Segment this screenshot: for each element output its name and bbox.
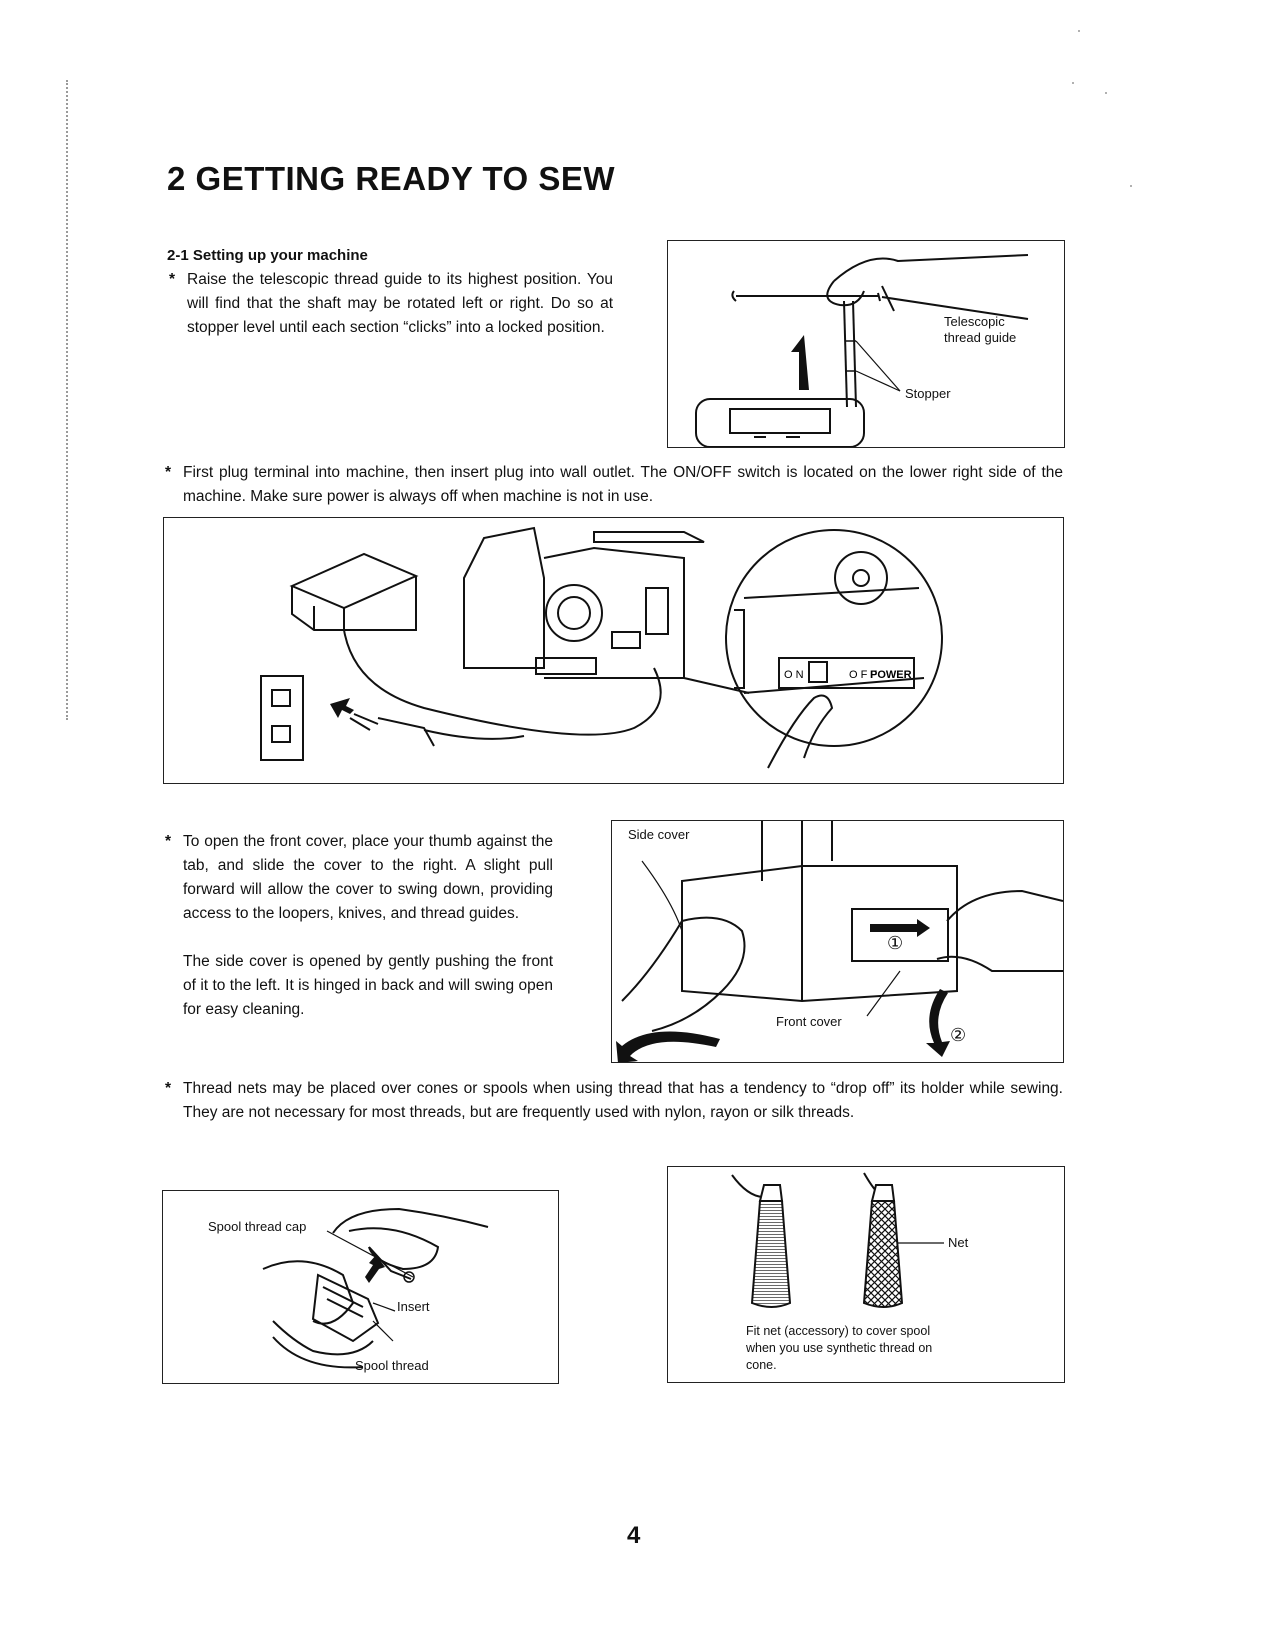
figure-thread-net (667, 1166, 1065, 1383)
step-2-marker: ② (950, 1025, 967, 1045)
paragraph-power (165, 461, 1063, 509)
scan-margin-line (66, 80, 69, 720)
step-1-marker: ① (887, 933, 904, 953)
scan-speck (1105, 92, 1107, 94)
bullet-star: * (165, 464, 172, 481)
swing-down-arrow-icon (926, 989, 950, 1057)
paragraph-thread-nets-text: Thread nets may be placed over cones or spools when using thread that has a tendency to “drop off” its holder while sewing. They are not necessary for most threads, but are frequently used with nylon, rayon or silk threads. (183, 1080, 1063, 1121)
paragraph-side-cover (183, 950, 553, 1022)
label-stopper: Stopper (905, 386, 951, 401)
figure-telescopic-thread-guide (667, 240, 1065, 448)
chapter-title: 2 GETTING READY TO SEW (167, 160, 616, 197)
bullet-star: * (165, 833, 172, 850)
scan-speck (1078, 30, 1080, 32)
bullet-star: * (165, 1080, 172, 1097)
paragraph-front-cover (165, 830, 553, 926)
figure-spool-cap (162, 1190, 559, 1384)
insert-arrow-icon (365, 1255, 385, 1283)
paragraph-side-cover-text: The side cover is opened by gently pushing the front of it to the left. It is hinged in back and will swing open for easy cleaning. (183, 953, 553, 1018)
scan-speck (1130, 185, 1132, 187)
paragraph-thread-nets (165, 1077, 1063, 1125)
swing-left-arrow-icon (616, 1031, 720, 1062)
label-spool-thread-cap: Spool thread cap (208, 1219, 307, 1234)
paragraph-front-cover-text: To open the front cover, place your thumb against the tab, and slide the cover to the right. A slight pull forward will allow the cover to swing down, providing access to the loopers, knives, and thread guides. (183, 833, 553, 922)
label-net: Net (948, 1235, 969, 1250)
up-arrow-icon (791, 335, 809, 390)
figure-power-connection (163, 517, 1064, 784)
label-side-cover: Side cover (628, 827, 690, 842)
net-caption-line-2: when you use synthetic thread on (746, 1341, 933, 1355)
switch-power-text: POWER (870, 669, 912, 681)
power-connection-illustration (164, 518, 1063, 783)
figure-covers (611, 820, 1064, 1063)
scan-speck (1072, 82, 1074, 84)
net-caption-line-1: Fit net (accessory) to cover spool (746, 1324, 931, 1338)
net-caption-line-3: cone. (746, 1358, 777, 1372)
section-title: 2-1 Setting up your machine (167, 247, 368, 264)
paragraph-telescopic-text: Raise the telescopic thread guide to its highest position. You will find that the shaft may be rotated left or right. Do so at stopper level until each section “clicks” into a locked position. (187, 271, 613, 336)
label-insert: Insert (397, 1299, 430, 1314)
paragraph-telescopic (169, 268, 613, 340)
label-front-cover: Front cover (776, 1014, 842, 1029)
label-telescopic: Telescopic (944, 314, 1005, 329)
bullet-star: * (169, 271, 176, 288)
switch-on-text: O N (784, 669, 804, 681)
paragraph-power-text: First plug terminal into machine, then insert plug into wall outlet. The ON/OFF switch is located on the lower right side of the machine. Make sure power is always off when machine is not in use. (183, 464, 1063, 505)
label-thread-guide: thread guide (944, 330, 1017, 345)
page-number: 4 (627, 1522, 641, 1549)
switch-off-text: O F F (849, 669, 878, 681)
label-spool-thread: Spool thread (355, 1358, 429, 1373)
plug-arrow-icon (330, 698, 354, 718)
